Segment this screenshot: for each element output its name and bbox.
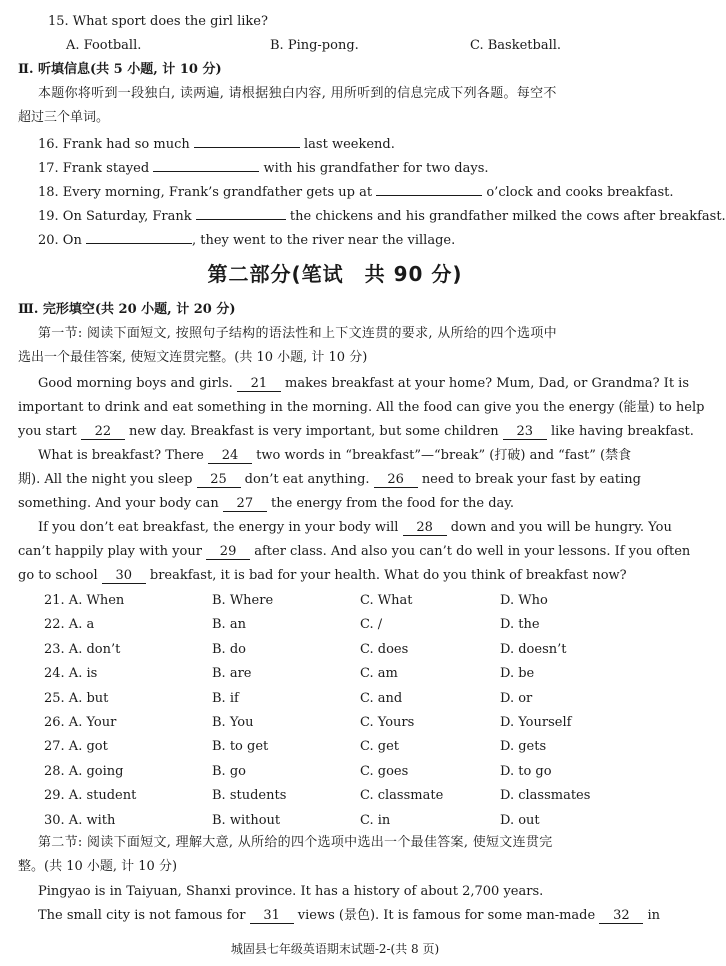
passage-line-8	[0, 542, 691, 562]
blank-21[interactable]: 21	[237, 376, 281, 392]
passage-text: after class. And also you can’t do well in your lessons. If you often	[254, 544, 691, 559]
passage-line-1	[0, 374, 708, 394]
choice-29-a[interactable]: 29. A. student	[44, 788, 137, 804]
passage-text: 期). All the night you sleep	[18, 472, 193, 487]
blank-31[interactable]: 31	[250, 908, 294, 924]
passage-text: the energy from the food for the day.	[270, 496, 515, 511]
section3-heading: Ⅲ. 完形填空(共 20 小题, 计 20 分)	[18, 302, 236, 317]
choice-23-a[interactable]: 23. A. don’t	[44, 641, 121, 657]
part2-title: 第二部分(笔试 共 90 分)	[207, 262, 463, 286]
blank-23[interactable]: 23	[503, 424, 547, 440]
blank-25[interactable]: 25	[197, 472, 241, 488]
choice-26-b[interactable]: B. You	[212, 715, 254, 730]
item-19-before: 19. On Saturday, Frank	[38, 209, 192, 224]
q15-option-b: B. Ping-pong.	[270, 38, 359, 53]
choice-28-c[interactable]: C. goes	[360, 763, 409, 779]
choice-22-b[interactable]: B. an	[212, 617, 246, 633]
choice-22-c[interactable]: C. /	[360, 617, 383, 633]
choice-30-b[interactable]: B. without	[212, 812, 281, 828]
choice-30-c[interactable]: C. in	[360, 812, 391, 828]
choice-23-b[interactable]: B. do	[212, 641, 246, 657]
choice-29-d[interactable]: D. classmates	[500, 788, 591, 804]
passage-text: two words in “breakfast”—“break” (打破) and “fast” (禁食	[256, 448, 632, 463]
passage-text: you start	[18, 424, 77, 439]
item-19	[0, 204, 726, 227]
passage-text: The small city is not famous for	[38, 908, 246, 923]
item-18-blank[interactable]	[376, 180, 482, 196]
choice-23-c[interactable]: C. does	[360, 641, 409, 657]
passage-text: new day. Breakfast is very important, but some children	[129, 424, 499, 439]
item-17-before: 17. Frank stayed	[38, 161, 150, 176]
passage-text: can’t happily play with your	[18, 544, 202, 559]
passage-text: something. And your body can	[18, 496, 219, 511]
passage-text: Good morning boys and girls.	[38, 376, 233, 391]
choice-28-a[interactable]: 28. A. going	[44, 763, 124, 779]
choice-24-d[interactable]: D. be	[500, 666, 535, 682]
blank-22[interactable]: 22	[81, 424, 125, 440]
question-15: 15. What sport does the girl like?	[48, 14, 268, 29]
blank-30[interactable]: 30	[102, 568, 146, 584]
choice-29-b[interactable]: B. students	[212, 788, 287, 804]
blank-26[interactable]: 26	[374, 472, 418, 488]
choice-21-b[interactable]: B. Where	[212, 593, 274, 608]
blank-28[interactable]: 28	[403, 520, 447, 536]
passage-text: makes breakfast at your home? Mum, Dad, or Grandma? It is	[285, 376, 690, 391]
item-20-before: 20. On	[38, 233, 82, 248]
passage-text: go to school	[18, 568, 98, 583]
passage-text: need to break your fast by eating	[421, 472, 641, 487]
choice-25-c[interactable]: C. and	[360, 690, 403, 706]
passage-text: don’t eat anything.	[244, 472, 370, 487]
passage-line-9	[0, 566, 688, 586]
passage-text: down and you will be hungry. You	[450, 520, 672, 535]
section2-intro-line2: 超过三个单词。	[18, 110, 110, 125]
section2-intro-line1: 本题你将听到一段独白, 读两遍, 请根据独白内容, 用所听到的信息完成下列各题。每空不	[38, 86, 557, 101]
blank-24[interactable]: 24	[208, 448, 252, 464]
passage-text: like having breakfast.	[550, 424, 694, 439]
passage2-line-1: Pingyao is in Taiyuan, Shanxi province. It has a history of about 2,700 years.	[38, 884, 544, 899]
q15-option-c: C. Basketball.	[470, 38, 562, 53]
choice-27-c[interactable]: C. get	[360, 739, 399, 755]
item-20-blank[interactable]	[86, 228, 192, 244]
item-20	[0, 228, 708, 251]
choice-24-c[interactable]: C. am	[360, 666, 398, 682]
choice-21-d[interactable]: D. Who	[500, 593, 548, 608]
item-16	[0, 132, 708, 155]
choice-24-b[interactable]: B. are	[212, 666, 252, 682]
passage-line-6	[0, 494, 688, 514]
passage-text: views (景色). It is famous for some man-made	[297, 908, 596, 923]
choice-27-a[interactable]: 27. A. got	[44, 739, 108, 755]
item-17-after: with his grandfather for two days.	[263, 161, 489, 176]
choice-26-a[interactable]: 26. A. Your	[44, 715, 117, 730]
item-20-after: , they went to the river near the village.	[191, 233, 456, 248]
choice-26-d[interactable]: D. Yourself	[500, 715, 572, 730]
passage-line-7	[0, 518, 708, 538]
choice-30-a[interactable]: 30. A. with	[44, 812, 116, 828]
item-18	[0, 180, 708, 203]
blank-32[interactable]: 32	[599, 908, 643, 924]
choice-22-a[interactable]: 22. A. a	[44, 617, 95, 633]
q15-option-a: A. Football.	[66, 38, 142, 53]
choice-21-c[interactable]: C. What	[360, 593, 413, 608]
passage-text: breakfast, it is bad for your health. What do you think of breakfast now?	[149, 568, 627, 583]
choice-24-a[interactable]: 24. A. is	[44, 666, 98, 682]
item-17-blank[interactable]	[153, 156, 259, 172]
choice-25-d[interactable]: D. or	[500, 690, 533, 706]
item-16-before: 16. Frank had so much	[38, 137, 190, 152]
section3-sub1-line2: 选出一个最佳答案, 使短文连贯完整。(共 10 小题, 计 10 分)	[18, 350, 368, 365]
choice-28-d[interactable]: D. to go	[500, 763, 552, 779]
section2-heading: Ⅱ. 听填信息(共 5 小题, 计 10 分)	[18, 62, 222, 77]
passage-line-3	[0, 422, 694, 442]
blank-29[interactable]: 29	[206, 544, 250, 560]
passage-text: in	[647, 908, 661, 923]
choice-23-d[interactable]: D. doesn’t	[500, 641, 567, 657]
choice-28-b[interactable]: B. go	[212, 763, 246, 779]
item-16-after: last weekend.	[304, 137, 395, 152]
item-18-before: 18. Every morning, Frank’s grandfather gets up at	[38, 185, 373, 200]
section3-sub2-line2: 整。(共 10 小题, 计 10 分)	[18, 859, 178, 874]
passage-line-4	[0, 446, 708, 466]
choice-27-d[interactable]: D. gets	[500, 739, 547, 755]
passage-text: If you don’t eat breakfast, the energy in your body will	[38, 520, 399, 535]
blank-27[interactable]: 27	[223, 496, 267, 512]
section3-sub1-line1: 第一节: 阅读下面短文, 按照句子结构的语法性和上下文连贯的要求, 从所给的四个选项中	[38, 326, 557, 341]
item-19-blank[interactable]	[196, 204, 286, 220]
item-16-blank[interactable]	[194, 132, 300, 148]
choice-25-a[interactable]: 25. A. but	[44, 690, 109, 706]
choice-26-c[interactable]: C. Yours	[360, 715, 415, 730]
item-17	[0, 156, 708, 179]
choice-25-b[interactable]: B. if	[212, 690, 239, 706]
choice-27-b[interactable]: B. to get	[212, 739, 269, 755]
choice-21-a[interactable]: 21. A. When	[44, 593, 125, 608]
passage-text: What is breakfast? There	[38, 448, 204, 463]
section3-sub2-line1: 第二节: 阅读下面短文, 理解大意, 从所给的四个选项中选出一个最佳答案, 使短文连贯完	[38, 835, 553, 850]
passage-line-2: important to drink and eat something in the morning. All the food can give you the energy (能量) to help	[18, 400, 705, 415]
page-footer: 城固县七年级英语期末试题-2-(共 8 页)	[230, 942, 440, 956]
item-19-after: the chickens and his grandfather milked the cows after breakfast.	[289, 209, 726, 224]
item-18-after: o’clock and cooks breakfast.	[486, 185, 674, 200]
choice-30-d[interactable]: D. out	[500, 812, 540, 828]
passage2-line-2	[0, 906, 708, 926]
passage-line-5	[0, 470, 688, 490]
choice-29-c[interactable]: C. classmate	[360, 788, 444, 804]
choice-22-d[interactable]: D. the	[500, 617, 540, 633]
